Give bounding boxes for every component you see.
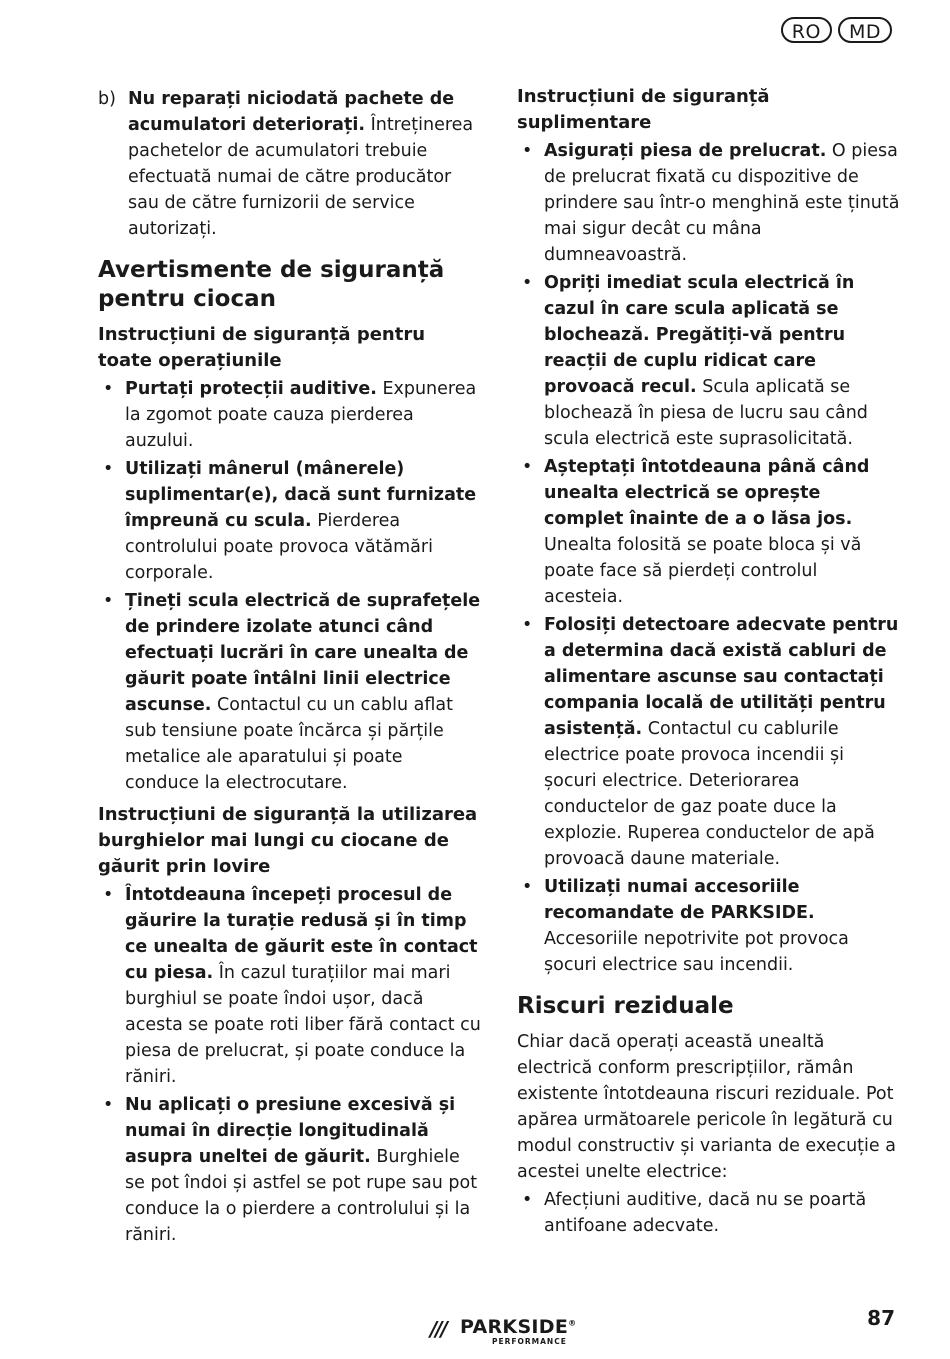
bullet-item — [98, 588, 481, 796]
bullet-icon: • — [103, 591, 114, 611]
subheading: Instrucțiuni de siguranță pentru toate operațiunile — [98, 324, 426, 371]
subheading: Instrucțiuni de siguranță la utilizarea burghielor mai lungi cu ciocane de găurit prin lovire — [98, 804, 478, 877]
item-text: Pierderea controlului poate provoca vătămări corporale. — [125, 511, 433, 583]
item-bold-text: Asigurați piesa de prelucrat. — [544, 141, 827, 161]
left-column — [98, 84, 481, 1250]
right-column — [517, 84, 900, 1241]
item-text: O piesa de prelucrat fixată cu dispozitive de prindere sau într-o menghină este ținută mai sigur decât cu mâna dumneavoastră. — [544, 141, 900, 265]
logo-subtitle: PERFORMANCE — [492, 1337, 567, 1346]
item-bold-text: Nu aplicați o presiune excesivă și numai în direcție longitudinală asupra uneltei de găurit. — [125, 1095, 456, 1167]
item-text: Accesoriile nepotrivite pot provoca șocuri electrice sau incendii. — [544, 929, 849, 975]
logo-text — [460, 1316, 576, 1338]
language-badge-md: MD — [838, 17, 892, 43]
item-bold-text: Întotdeauna începeți procesul de găurire la turație redusă și în timp ce unealta de găurit este în contact cu piesa. — [125, 885, 478, 983]
bullet-icon: • — [522, 457, 533, 477]
bullet-item — [98, 882, 481, 1090]
bullet-item — [98, 1092, 481, 1248]
language-badge-ro: RO — [781, 17, 832, 43]
subheading: Instrucțiuni de siguranță suplimentare — [517, 86, 770, 133]
item-text: Scula aplicată se blochează în piesa de lucru sau când scula electrică este suprasolicitată. — [544, 377, 868, 449]
bullet-item — [98, 456, 481, 586]
bullet-item — [517, 1187, 900, 1239]
item-text: În cazul turațiilor mai mari burghiul se poate îndoi ușor, dacă acesta se poate roti liber fără contact cu piesa de prelucrat, și poate conduce la răniri. — [125, 963, 481, 1087]
item-text: Contactul cu cablurile electrice poate provoca incendii și șocuri electrice. Deteriorarea conductelor de gaz poate duce la explozie. Ruperea conductelor de apă provoacă daune materiale. — [544, 719, 875, 869]
item-text: Burghiele se pot îndoi și astfel se pot rupe sau pot conduce la o pierdere a controlului și la răniri. — [125, 1147, 478, 1245]
item-text: Expunerea la zgomot poate cauza pierderea auzului. — [125, 379, 477, 451]
list-marker: b) — [98, 89, 116, 109]
paragraph: Chiar dacă operați această unealtă electrică conform prescripțiilor, rămân existente întotdeauna riscuri reziduale. Pot apărea următoarele pericole în legătură cu modul constructiv și varianta de execuție a acestei unelte electrice: — [517, 1032, 896, 1182]
bullet-item — [517, 454, 900, 610]
item-bold-text: Nu reparați niciodată pachete de acumulatori deteriorați. — [128, 89, 455, 135]
bullet-icon: • — [103, 1095, 114, 1115]
parkside-logo — [430, 1313, 580, 1347]
bullet-icon: • — [103, 885, 114, 905]
bullet-item — [517, 874, 900, 978]
bullet-icon: • — [103, 379, 114, 399]
page-number: 87 — [867, 1306, 895, 1330]
list-item-b — [98, 86, 481, 242]
item-bold-text: Folosiți detectoare adecvate pentru a determina dacă există cabluri de alimentare ascunse sau contactați compania locală de utilități pentru asistență. — [544, 615, 899, 739]
item-bold-text: Țineți scula electrică de suprafețele de prindere izolate atunci când efectuați lucrări în care unealta de găurit poate întâlni linii electrice ascunse. — [125, 591, 481, 715]
bullet-item — [517, 138, 900, 268]
logo-slashes: /// — [430, 1317, 446, 1341]
item-text: Unealta folosită se poate bloca și vă poate face să pierdeți controlul acesteia. — [544, 535, 862, 607]
bullet-icon: • — [522, 273, 533, 293]
bullet-item — [98, 376, 481, 454]
item-text: Contactul cu un cablu aflat sub tensiune poate încărca și părțile metalice ale aparatului și poate conduce la electrocutare. — [125, 695, 453, 793]
language-badges — [781, 17, 892, 43]
item-text: Afecțiuni auditive, dacă nu se poartă antifoane adecvate. — [544, 1190, 867, 1236]
bullet-item — [517, 270, 900, 452]
item-bold-text: Utilizați numai accesoriile recomandate de PARKSIDE. — [544, 877, 815, 923]
bullet-icon: • — [103, 459, 114, 479]
bullet-item — [517, 612, 900, 872]
bullet-icon: • — [522, 141, 533, 161]
item-text: Întreținerea pachetelor de acumulatori trebuie efectuată numai de către producător sau de către furnizorii de service autorizați. — [128, 115, 474, 239]
logo-name: PARKSIDE — [460, 1316, 569, 1338]
section-heading: Riscuri reziduale — [517, 993, 734, 1019]
item-bold-text: Așteptați întotdeauna până când unealta electrică se oprește complet înainte de a o lăsa jos. — [544, 457, 870, 529]
bullet-icon: • — [522, 877, 533, 897]
bullet-icon: • — [522, 615, 533, 635]
item-bold-text: Utilizați mânerul (mânerele) suplimentar(e), dacă sunt furnizate împreună cu scula. — [125, 459, 477, 531]
bullet-icon: • — [522, 1190, 533, 1210]
item-bold-text: Purtați protecții auditive. — [125, 379, 377, 399]
item-bold-text: Opriți imediat scula electrică în cazul în care scula aplicată se blochează. Pregătiți-vă pentru reacții de cuplu ridicat care provoacă recul. — [544, 273, 855, 397]
registered-mark: ® — [568, 1318, 577, 1328]
section-heading: Avertismente de siguranță pentru ciocan — [98, 257, 445, 312]
